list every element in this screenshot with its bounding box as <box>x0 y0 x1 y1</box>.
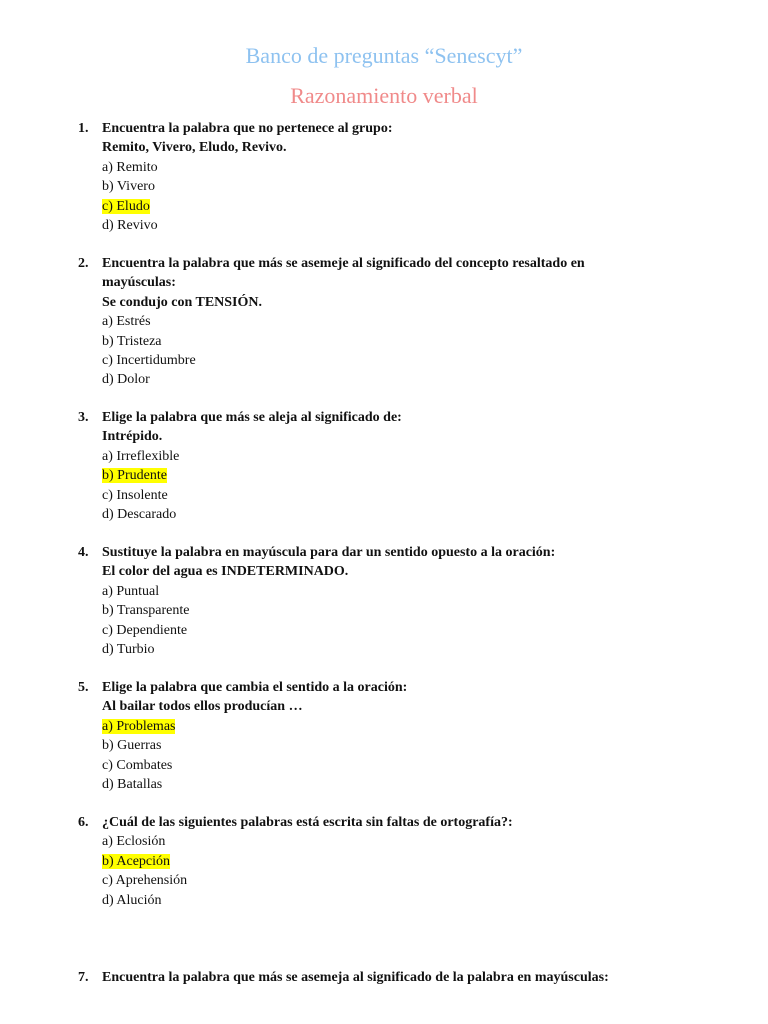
answer-option: c) Combates <box>102 757 173 773</box>
answer-option-highlighted: c) Eludo <box>102 198 150 214</box>
answer-option: a) Eclosión <box>102 834 166 850</box>
question-prompt: Elige la palabra que cambia el sentido a la oración: <box>102 680 408 695</box>
section-title: Razonamiento verbal <box>290 83 478 108</box>
question-number: 5. <box>78 680 89 695</box>
question-subject: Se condujo con TENSIÓN. <box>102 294 263 310</box>
answer-option-highlighted: b) Prudente <box>102 468 167 484</box>
answer-option: c) Aprehensión <box>102 873 188 889</box>
answer-option: a) Remito <box>102 159 158 175</box>
question-number: 3. <box>78 410 89 425</box>
question-subject: Intrépido. <box>102 429 163 445</box>
answer-option: a) Irreflexible <box>102 448 180 464</box>
answer-option: c) Incertidumbre <box>102 353 196 369</box>
answer-option-highlighted: a) Problemas <box>102 718 176 734</box>
answer-option-highlighted: b) Acepción <box>102 853 171 869</box>
answer-option: d) Turbio <box>102 642 155 658</box>
question-subject: Al bailar todos ellos producían … <box>102 699 303 715</box>
answer-option: d) Descarado <box>102 507 177 523</box>
answer-option: d) Batallas <box>102 777 163 793</box>
answer-option: b) Guerras <box>102 738 162 754</box>
question-subject: El color del agua es INDETERMINADO. <box>102 564 349 580</box>
document-title: Banco de preguntas “Senescyt” <box>245 43 523 68</box>
question-number: 6. <box>78 815 89 830</box>
answer-option: b) Tristeza <box>102 333 162 349</box>
answer-option: d) Dolor <box>102 372 150 388</box>
answer-option: d) Alución <box>102 892 162 908</box>
answer-option: d) Revivo <box>102 218 158 234</box>
question-subject: Remito, Vivero, Eludo, Revivo. <box>102 140 287 156</box>
question-number: 1. <box>78 121 89 136</box>
answer-option: b) Transparente <box>102 603 190 619</box>
answer-option: c) Dependiente <box>102 622 188 638</box>
question-prompt: Encuentra la palabra que más se asemeja al significado de la palabra en mayúsculas: <box>102 970 609 985</box>
answer-option: c) Insolente <box>102 487 168 503</box>
question-number: 2. <box>78 256 89 271</box>
question-number: 7. <box>78 970 89 985</box>
question-prompt: Elige la palabra que más se aleja al significado de: <box>102 410 402 425</box>
question-prompt: Encuentra la palabra que más se asemeje al significado del concepto resaltado en mayúsculas: <box>102 256 585 291</box>
answer-option: a) Estrés <box>102 314 151 330</box>
answer-option: b) Vivero <box>102 179 155 195</box>
question-prompt: Encuentra la palabra que no pertenece al grupo: <box>102 121 393 136</box>
question-number: 4. <box>78 545 89 560</box>
answer-option: a) Puntual <box>102 583 160 599</box>
question-prompt: ¿Cuál de las siguientes palabras está escrita sin faltas de ortografía?: <box>102 815 513 830</box>
question-prompt: Sustituye la palabra en mayúscula para dar un sentido opuesto a la oración: <box>102 545 556 560</box>
